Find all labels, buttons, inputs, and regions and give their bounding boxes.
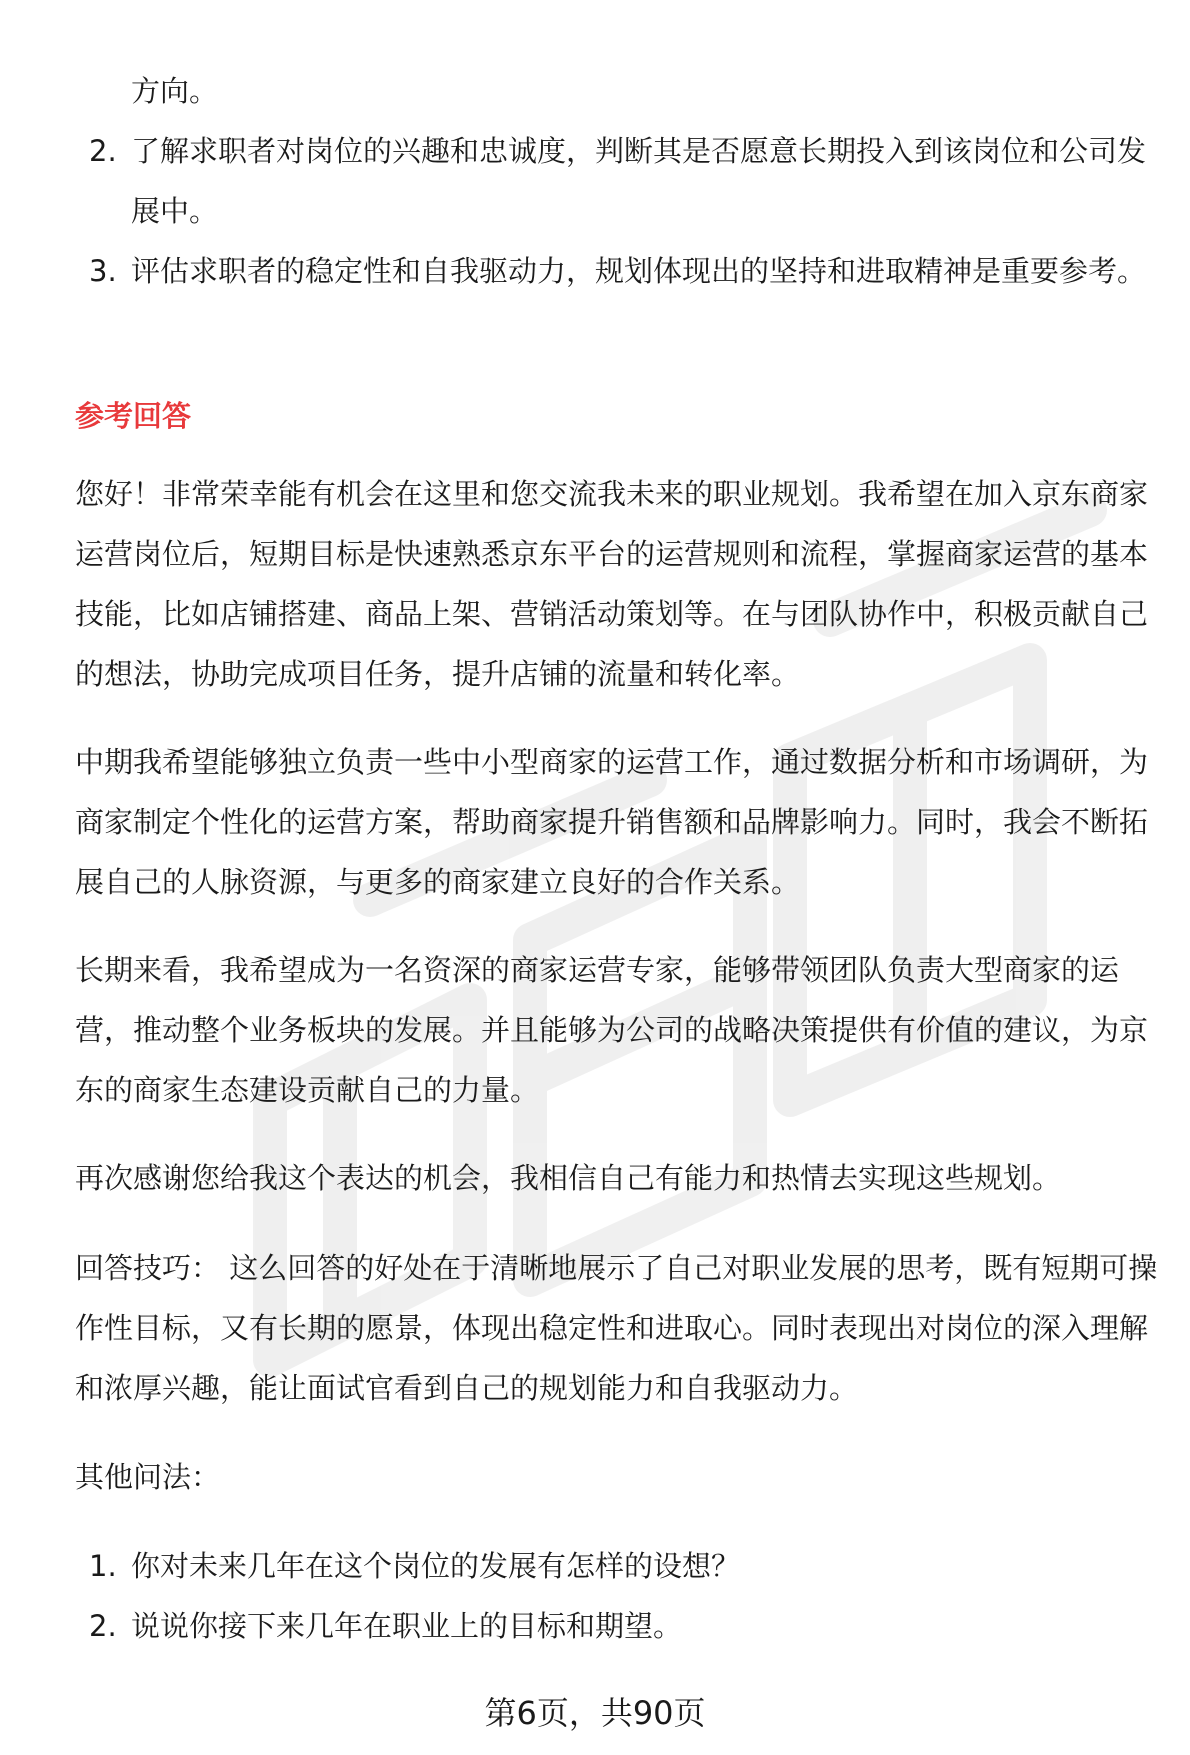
list-item xyxy=(75,1596,1165,1656)
list-item-number: 1. xyxy=(89,1549,117,1583)
list-item-text: 评估求职者的稳定性和自我驱动力，规划体现出的坚持和进取精神是重要参考。 xyxy=(131,254,1147,288)
list-item-text: 说说你接下来几年在职业上的目标和期望。 xyxy=(131,1609,683,1643)
list-item-number: 2. xyxy=(89,134,117,168)
list-item xyxy=(75,1536,1165,1596)
answer-tips-paragraph: 回答技巧： 这么回答的好处在于清晰地展示了自己对职业发展的思考，既有短期可操作性目标，又有长期的愿景，体现出稳定性和进取心。同时表现出对岗位的深入理解和浓厚兴趣，能让面试官看到自己的规划能力和自我驱动力。 xyxy=(75,1251,1158,1405)
answer-paragraph: 长期来看，我希望成为一名资深的商家运营专家，能够带领团队负责大型商家的运营，推动整个业务板块的发展。并且能够为公司的战略决策提供有价值的建议，为京东的商家生态建设贡献自己的力量。 xyxy=(75,953,1149,1107)
other-questions-list xyxy=(75,1536,1165,1656)
answer-paragraph: 您好！非常荣幸能有机会在这里和您交流我未来的职业规划。我希望在加入京东商家运营岗位后，短期目标是快速熟悉京东平台的运营规则和流程，掌握商家运营的基本技能，比如店铺搭建、商品上架、营销活动策划等。在与团队协作中，积极贡献自己的想法，协助完成项目任务，提升店铺的流量和转化率。 xyxy=(75,477,1149,691)
interviewer-intent-list xyxy=(75,121,1165,301)
answer-paragraph: 中期我希望能够独立负责一些中小型商家的运营工作，通过数据分析和市场调研，为商家制定个性化的运营方案，帮助商家提升销售额和品牌影响力。同时，我会不断拓展自己的人脉资源，与更多的商家建立良好的合作关系。 xyxy=(75,745,1149,899)
section-heading: 参考回答 xyxy=(75,399,192,433)
list-item-text: 了解求职者对岗位的兴趣和忠诚度，判断其是否愿意长期投入到该岗位和公司发展中。 xyxy=(131,134,1147,228)
list-item xyxy=(75,121,1165,241)
page-number-footer: 第6页，共90页 xyxy=(484,1694,706,1732)
other-questions-label: 其他问法： xyxy=(75,1460,221,1494)
list-item-number: 3. xyxy=(89,254,117,288)
list-item-text: 你对未来几年在这个岗位的发展有怎样的设想？ xyxy=(131,1549,741,1583)
list-item-continuation: 方向。 xyxy=(131,74,219,108)
list-item xyxy=(75,241,1165,301)
closing-paragraph: 再次感谢您给我这个表达的机会，我相信自己有能力和热情去实现这些规划。 xyxy=(75,1161,1062,1195)
list-item-number: 2. xyxy=(89,1609,117,1643)
